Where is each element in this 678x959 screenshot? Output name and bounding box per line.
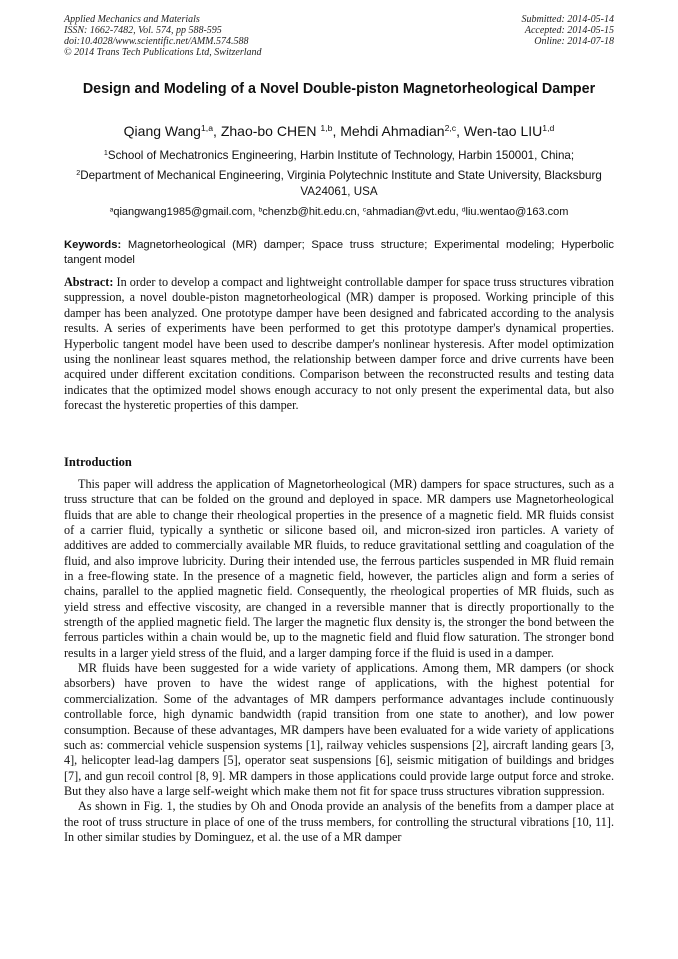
author-sep: , xyxy=(213,123,221,139)
email-sup: a xyxy=(109,206,114,214)
author-sep: , xyxy=(456,123,464,139)
introduction-heading: Introduction xyxy=(64,455,132,469)
accepted-date: Accepted: 2014-05-15 xyxy=(524,25,614,36)
keywords-text: Magnetorheological (MR) damper; Space truss structure; Experimental modeling; Hyperbolic tangent model xyxy=(64,239,614,266)
email-list xyxy=(40,204,638,220)
keywords-label: Keywords: xyxy=(64,239,122,251)
author-sep: , xyxy=(332,123,341,139)
paragraph: This paper will address the application of Magnetorheological (MR) dampers for space structures, such as a truss structure that can be folded on the ground and deployed in space. MR dampers use Magnetorheological fluids that are able to change their rheological properties in the presence of a magnetic field. MR fluids consist of a carrier fluid, typically a synthetic or silicone based oil, and micron-sized iron particles. A variety of additives are added to commercially available MR fluids, to reduce gravitational settling and coagulation of the fluid, and also improve lubricity. During their intended use, the ferrous particles suspended in MR fluid remain in a free-flowing state. In the presence of a magnetic field, however, the particles align and form a series of chains, parallel to the applied magnetic field. Consequently, the rheological properties of MR fluids, such as yield stress and effective viscosity, are changed in a reversible manner that is directly proportionally to the strength of the applied magnetic field. The larger the magnetic flux density is, the stronger the bond between the ferrous particles within a chain would be, up to the magnetic field and fluid flow saturation. The stronger bond results in a larger yield stress of the fluid, and a larger damping force if the fluid is used in a damper. xyxy=(64,477,614,660)
journal-info xyxy=(64,14,262,58)
author-sup: 1,d xyxy=(542,123,555,134)
journal-name: Applied Mechanics and Materials xyxy=(64,14,200,25)
author-sup: 2,c xyxy=(444,123,457,134)
paper-title: Design and Modeling of a Novel Double-piston Magnetorheological Damper xyxy=(82,81,596,97)
email-sup: b xyxy=(258,206,263,214)
email xyxy=(462,206,569,218)
affiliation-sup: 1 xyxy=(103,148,108,158)
doi: doi:10.4028/www.scientific.net/AMM.574.588 xyxy=(64,36,249,47)
affiliation-2 xyxy=(64,168,614,200)
email-text: qiangwang1985@gmail.com xyxy=(113,206,253,218)
email-sep: , xyxy=(455,206,462,218)
author-list xyxy=(40,122,638,140)
affiliation-1 xyxy=(64,148,614,164)
introduction-body xyxy=(64,477,614,845)
abstract-text: In order to develop a compact and lightweight controllable damper for space truss structures vibration suppression, a novel double-piston magnetorheological (MR) damper is proposed. Working principle of this damper has been analyzed. One prototype damper have been designed and fabricated according to the analysis results. A series of experiments have been performed to get this prototype damper's dynamical properties. Hyperbolic tangent model have been used to describe damper's nonlinear hysteresis. After model optimization using the nonlinear least squares method, the relationship between damper force and drive currents have been acquired under different excitation conditions. Comparison between the reconstructed results and testing data indicates that the optimized model shows enough accuracy to not only present the experimental data, but also forecast the hysteretic properties of this damper. xyxy=(64,275,614,413)
email-text: liu.wentao@163.com xyxy=(465,206,569,218)
keywords xyxy=(64,238,614,267)
author xyxy=(221,123,340,139)
paragraph: MR fluids have been suggested for a wide variety of applications. Among them, MR dampers (or shock absorbers) have proven to have the widest range of applications, with the highest potential for commercialization. Some of the advantages of MR dampers performance advantages include continuously controllable force, high dynamic bandwidth (rapid transition from one state to another), and low power consumption. Because of these advantages, MR dampers have been evaluated for a wide variety of applications such as: commercial vehicle suspension systems [1], railway vehicles suspensions [2], aircraft landing gears [3, 4], helicopter lead-lag dampers [5], operator seat suspensions [6], seismic mitigation of buildings and bridges [7], and gun recoil control [8, 9]. MR dampers in those applications could provide large output force and stroke. But they also have a large self-weight which make them not fit for space truss structures vibration suppression. xyxy=(64,661,614,798)
author-name: Qiang Wang xyxy=(123,123,201,139)
email-sep: , xyxy=(356,206,363,218)
email xyxy=(110,206,259,218)
author-name: Zhao-bo CHEN xyxy=(220,123,321,139)
author-sup: 1,b xyxy=(320,123,333,134)
affiliation-sup: 2 xyxy=(76,168,81,178)
author xyxy=(340,123,464,139)
affiliation-text: Department of Mechanical Engineering, Virginia Polytechnic Institute and State University, Blacksburg VA24061, USA xyxy=(80,169,602,198)
online-date: Online: 2014-07-18 xyxy=(534,36,614,47)
abstract-label: Abstract: xyxy=(64,275,114,289)
author xyxy=(464,123,554,139)
email xyxy=(258,206,362,218)
email-text: ahmadian@vt.edu xyxy=(366,206,456,218)
affiliation-text: School of Mechatronics Engineering, Harbin Institute of Technology, Harbin 150001, China; xyxy=(107,149,575,162)
email-sep: , xyxy=(252,206,259,218)
author-sup: 1,a xyxy=(200,123,214,134)
dates-info xyxy=(522,14,615,47)
author-name: Wen-tao LIU xyxy=(463,123,543,139)
copyright: © 2014 Trans Tech Publications Ltd, Switzerland xyxy=(64,47,262,58)
paragraph: As shown in Fig. 1, the studies by Oh and Onoda provide an analysis of the benefits from a damper place at the root of truss structure in place of one of the truss members, for controlling the structural vibrations [10, 11]. In other similar studies by Dominguez, et al. the use of a MR damper xyxy=(64,799,614,844)
email-text: chenzb@hit.edu.cn xyxy=(262,206,357,218)
email xyxy=(363,206,462,218)
email-sup: c xyxy=(362,206,367,214)
abstract xyxy=(64,275,614,414)
author xyxy=(124,123,221,139)
author-name: Mehdi Ahmadian xyxy=(340,123,445,139)
issn-volume: ISSN: 1662-7482, Vol. 574, pp 588-595 xyxy=(64,25,222,36)
submitted-date: Submitted: 2014-05-14 xyxy=(521,14,614,25)
email-sup: d xyxy=(461,206,466,214)
